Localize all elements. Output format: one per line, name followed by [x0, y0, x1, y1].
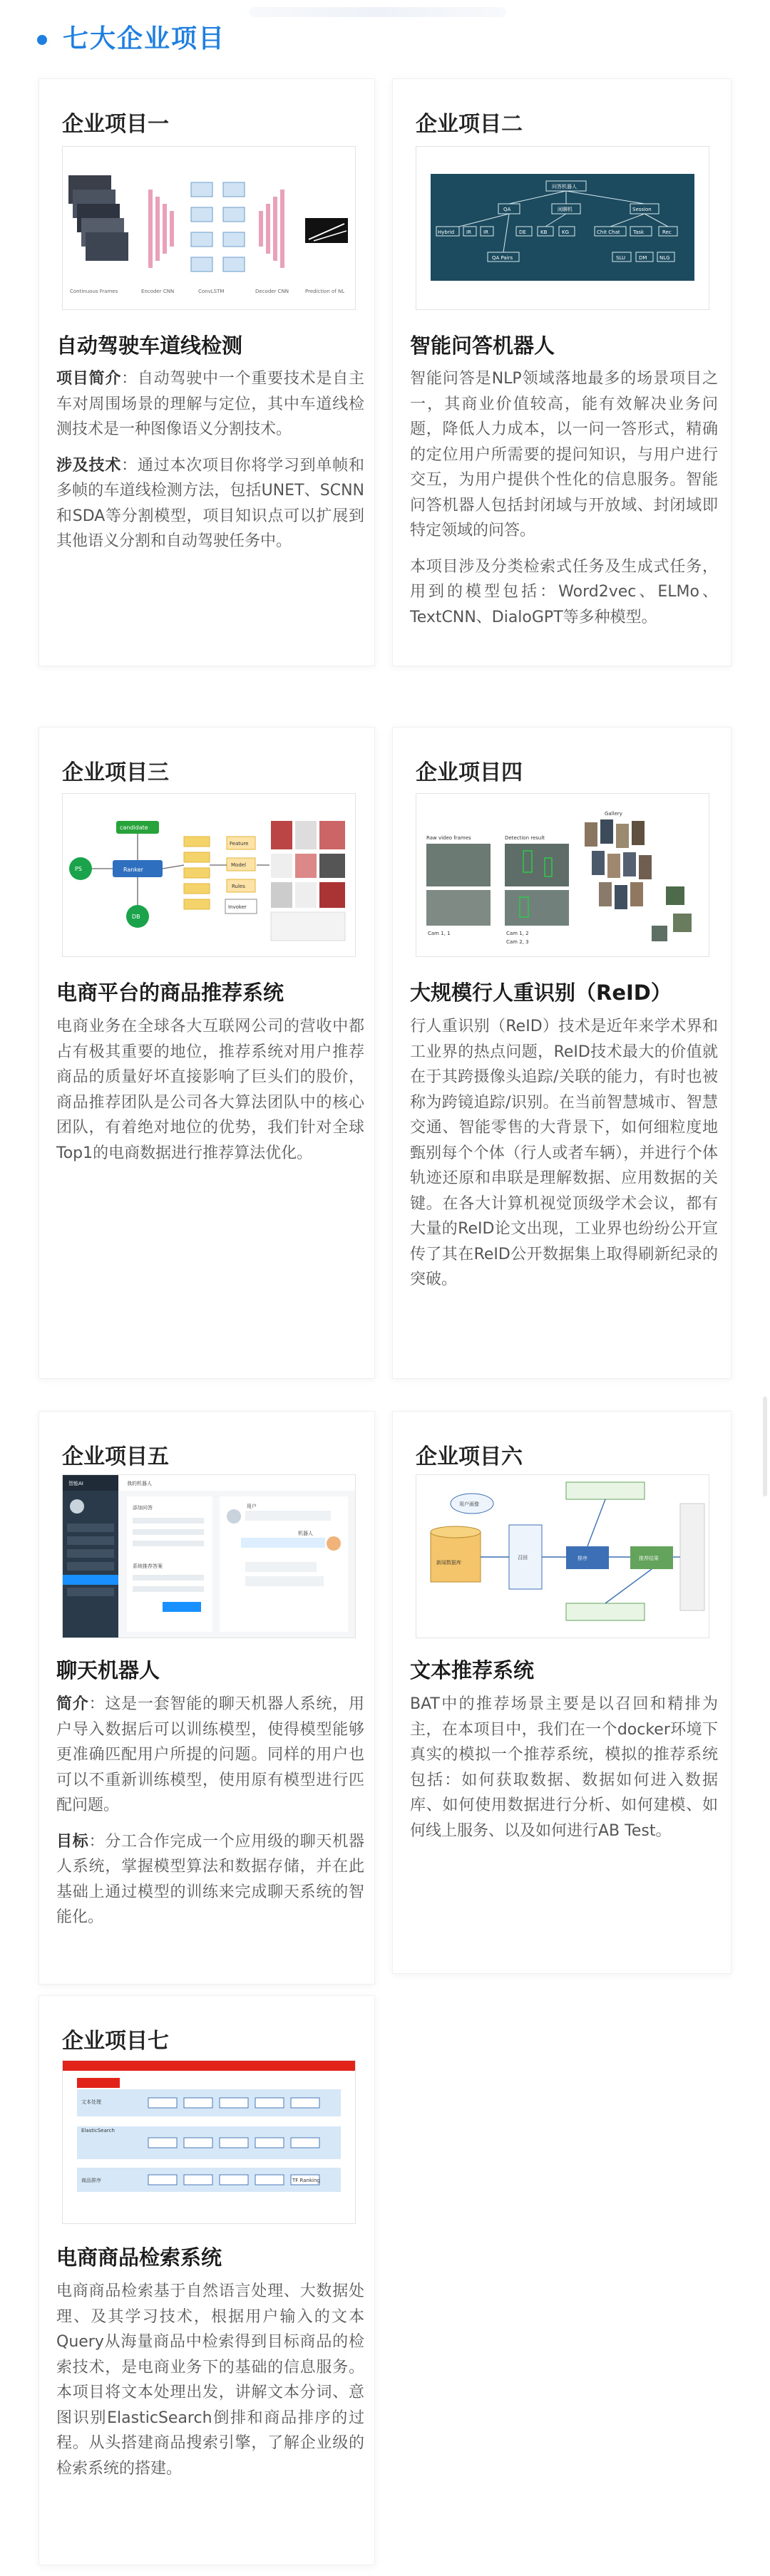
image-label: 文本处理: [81, 2099, 101, 2105]
paragraph-text: 这是一套智能的聊天机器人系统，用户导入数据后可以训练模型，使得模型能够更准确匹配用户所提的问题。同样的用户也可以不重新训练模型，使用原有模型进行匹配问题。: [56, 1695, 364, 1814]
project-description: [56, 2279, 364, 2492]
project-title: 文本推荐系统: [410, 1658, 535, 1682]
image-label: NLG: [659, 255, 670, 261]
image-label: Cam 1, 2: [506, 931, 529, 936]
image-label: Model: [231, 862, 247, 868]
paragraph-separator: ：: [121, 370, 138, 388]
image-label: 商品排序: [81, 2178, 101, 2183]
paragraph-heading: 项目简介: [56, 370, 122, 388]
paragraph-text: 自动驾驶中一个重要技术是自主车对周围场景的理解与定位，其中车道线检测技术是一种图像语义分割技术。: [56, 370, 364, 438]
project-card-7: [38, 1995, 375, 2565]
image-label: 系统推荐答案: [133, 1563, 163, 1569]
project-image-product-search: [62, 2060, 356, 2224]
image-label-decoder: Decoder CNN: [255, 289, 289, 294]
image-label: IR: [466, 229, 471, 235]
project-label: 企业项目五: [62, 1444, 169, 1469]
section-title: 七大企业项目: [63, 24, 226, 53]
image-label: Invoker: [228, 904, 247, 910]
image-label: IR: [483, 229, 488, 235]
paragraph-text: 电商业务在全球各大互联网公司的营收中都占有极其重要的地位，推荐系统对用户推荐商品的质量好坏直接影响了巨头们的股价，商品推荐团队是公司各大算法团队中的核心团队，有着绝对地位的优势，我们针对全球Top1的电商数据进行推荐算法优化。: [56, 1018, 364, 1162]
image-label: QA: [503, 207, 511, 212]
project-image-text-recommender: [416, 1474, 709, 1638]
image-label: Rec: [662, 229, 672, 235]
image-label: 问答机器人: [552, 184, 577, 190]
project-card-4: [392, 727, 732, 1379]
section-header: [0, 0, 770, 78]
image-label: Feature: [230, 841, 249, 847]
description-paragraph: [56, 1014, 364, 1166]
image-label: 我的机器人: [127, 1481, 152, 1486]
paragraph-heading: 目标: [56, 1832, 89, 1851]
paragraph-separator: ：: [88, 1832, 106, 1851]
paragraph-text: 电商商品检索基于自然语言处理、大数据处理、及其学习技术，根据用户输入的文本Query从海量商品中检索得到目标商品的检索技术，是电商业务下的基础的信息服务。本项目将文本处理出发，讲解文本分词、意图识别ElasticSearch倒排和商品排序的过程。从头搭建商品搜索引擎，了解企业级的检索系统的搭建。: [56, 2282, 364, 2478]
project-title: 智能问答机器人: [410, 333, 555, 358]
paragraph-text: BAT中的推荐场景主要是以召回和精排为主，在本项目中，我们在一个docker环境下真实的模拟一个推荐系统，模拟的推荐系统包括：如何获取数据、数据如何进入数据库、如何使用数据进行分析、如何建模、如何线上服务、以及如何进行AB Test。: [410, 1695, 718, 1840]
project-title: 电商商品检索系统: [56, 2245, 222, 2270]
image-label-convlstm: ConvLSTM: [198, 289, 225, 294]
image-label: 闲聊机: [558, 207, 573, 212]
description-paragraph: [410, 554, 718, 631]
image-label: Hybrid: [438, 229, 455, 235]
project-image-reid: [416, 793, 709, 957]
image-label: 用户画像: [459, 1501, 479, 1507]
project-description: [410, 366, 718, 641]
image-label: 推荐结果: [639, 1556, 659, 1561]
image-label: ElasticSearch: [81, 2128, 115, 2133]
image-label: DB: [132, 914, 140, 920]
project-image-recommender: [62, 793, 356, 957]
description-paragraph: [56, 366, 364, 443]
paragraph-text: 分工合作完成一个应用级的聊天机器人系统，掌握模型算法和数据存储，并在此基础上通过模型的训练来完成聊天系统的智能化。: [56, 1832, 364, 1926]
project-label: 企业项目六: [416, 1444, 523, 1469]
image-label: Raw video frames: [426, 835, 471, 841]
project-title: 自动驾驶车道线检测: [56, 333, 243, 358]
description-paragraph: [56, 453, 364, 554]
image-label: KG: [562, 229, 570, 235]
image-label-continuous-frames: Continuous Frames: [70, 289, 118, 294]
description-paragraph: [410, 1014, 718, 1293]
project-description: [56, 366, 364, 565]
project-card-5: [38, 1411, 375, 1985]
project-label: 企业项目三: [62, 760, 169, 785]
image-label: Cam 1, 1: [428, 931, 451, 936]
paragraph-text: 智能问答是NLP领域落地最多的场景项目之一，其商业价值较高，能有效解决业务问题，降低人力成本，以一问一答形式，精确的定位用户所需要的提问知识，与用户进行交互，为用户提供个性化的信息服务。智能问答机器人包括封闭域与开放域、封闭域即特定领域的问答。: [410, 370, 718, 539]
description-paragraph: [56, 1829, 364, 1930]
project-label: 企业项目二: [416, 112, 523, 137]
project-description: [56, 1692, 364, 1941]
project-image-qa-robot: [416, 146, 709, 310]
paragraph-text: 通过本次项目你将学习到单帧和多帧的车道线检测方法，包括UNET、SCNN和SDA等分割模型，项目知识点可以扩展到其他语义分割和自动驾驶任务中。: [56, 456, 364, 550]
description-paragraph: [410, 1692, 718, 1843]
project-title: 电商平台的商品推荐系统: [56, 981, 284, 1005]
image-label: Ranker: [123, 867, 143, 873]
image-label: Session: [632, 207, 652, 212]
image-label: 排序: [578, 1556, 587, 1561]
description-paragraph: [410, 366, 718, 544]
image-label: KB: [540, 229, 548, 235]
image-label: PS: [75, 866, 82, 872]
project-card-3: [38, 727, 375, 1379]
image-label-encoder: Encoder CNN: [141, 289, 175, 294]
image-label-prediction: Prediction of NL: [305, 289, 345, 294]
image-label: 用户: [247, 1504, 257, 1509]
image-label: Gallery: [605, 811, 622, 817]
image-label: SLU: [616, 255, 626, 261]
image-label: 新闻数据库: [436, 1560, 461, 1566]
project-label: 企业项目一: [62, 112, 169, 137]
image-label: 添加问答: [133, 1505, 153, 1511]
image-label: Task: [633, 229, 645, 235]
image-label: QA Pairs: [492, 255, 513, 261]
scrollbar[interactable]: [763, 1397, 767, 1496]
project-description: [410, 1692, 718, 1854]
image-label: Chit Chat: [597, 229, 620, 235]
project-title: 大规模行人重识别（ReID）: [410, 981, 672, 1005]
image-label: 召回: [518, 1555, 528, 1561]
header-decoration: [250, 7, 506, 17]
image-label: TF Ranking: [292, 2178, 320, 2183]
description-paragraph: [56, 2279, 364, 2481]
image-label: 机器人: [298, 1531, 313, 1536]
image-label: DE: [519, 229, 526, 235]
project-description: [56, 1014, 364, 1176]
paragraph-separator: ：: [121, 456, 138, 475]
paragraph-text: 本项目涉及分类检索式任务及生成式任务，用到的模型包括：Word2vec、ELMo、TextCNN、DialoGPT等多种模型。: [410, 557, 718, 626]
image-label: DM: [639, 255, 647, 261]
project-label: 企业项目七: [62, 2029, 169, 2054]
project-card-6: [392, 1411, 732, 1974]
image-label: 智能AI: [68, 1481, 83, 1486]
project-card-1: [38, 78, 375, 666]
project-description: [410, 1014, 718, 1303]
image-label: Cam 2, 3: [506, 939, 529, 945]
image-label: candidate: [120, 824, 148, 831]
bullet-dot-icon: [37, 35, 47, 45]
project-image-lane-detection: [62, 146, 356, 310]
paragraph-separator: ：: [88, 1695, 106, 1713]
paragraph-heading: 简介: [56, 1695, 89, 1713]
project-image-chatbot: [62, 1474, 356, 1638]
description-paragraph: [56, 1692, 364, 1819]
image-label: Detection result: [505, 835, 545, 841]
project-label: 企业项目四: [416, 760, 523, 785]
paragraph-heading: 涉及技术: [56, 456, 122, 475]
paragraph-text: 行人重识别（ReID）技术是近年来学术界和工业界的热点问题，ReID技术最大的价值就在于其跨摄像头追踪/关联的能力，有时也被称为跨镜追踪/识别。在当前智慧城市、智慧交通、智能零售的大背景下，如何细粒度地甄别每个个体（行人或者车辆），并进行个体轨迹还原和串联是理解数据、应用数据的关键。在各大计算机视觉顶级学术会议，都有大量的ReID论文出现，工业界也纷纷公开宣传了其在ReID公开数据集上取得刷新纪录的突破。: [410, 1018, 718, 1288]
project-title: 聊天机器人: [56, 1658, 160, 1682]
project-card-2: [392, 78, 732, 666]
image-label: Rules: [232, 884, 245, 889]
